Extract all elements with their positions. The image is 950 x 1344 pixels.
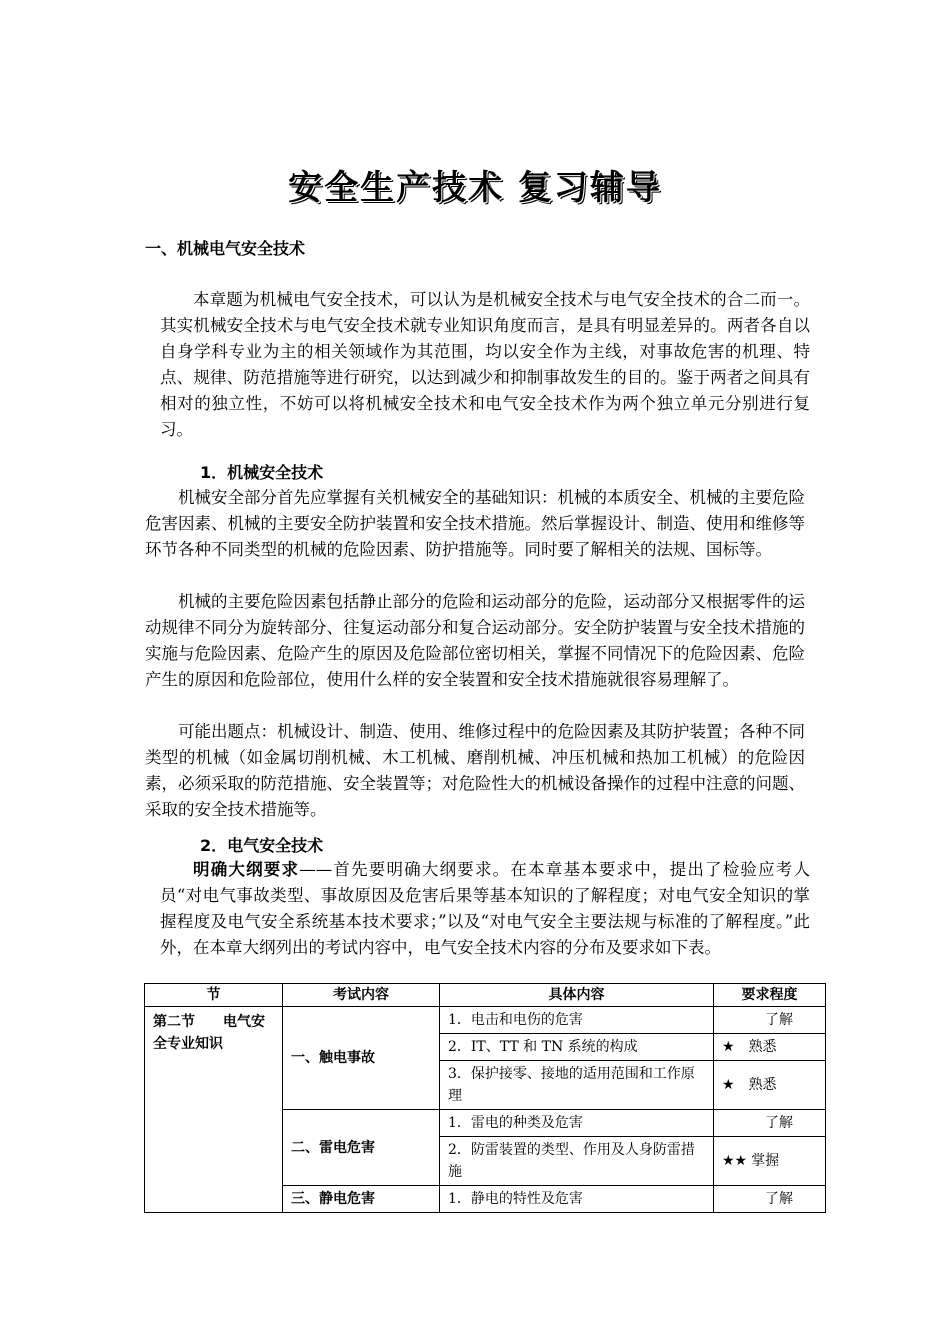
detail-cell: 2．IT、TT 和 TN 系统的构成 xyxy=(440,1034,714,1061)
level-cell xyxy=(714,1034,826,1061)
mech-paragraph-3: 可能出题点：机械设计、制造、使用、维修过程中的危险因素及其防护装置；各种不同类型的机械（如金属切削机械、木工机械、磨削机械、冲压机械和热加工机械）的危险因素，必须采取的防范措施、安全装置等；对危险性大的机械设备操作的过程中注意的问题、采取的安全技术措施等。 xyxy=(145,722,805,819)
section-cell: 第二节 电气安全专业知识 xyxy=(145,1007,283,1213)
table-row xyxy=(145,1007,826,1034)
level-cell xyxy=(714,1007,826,1034)
detail-cell: 1．雷电的种类及危害 xyxy=(440,1110,714,1137)
detail-cell: 2．防雷装置的类型、作用及人身防雷措施 xyxy=(440,1137,714,1186)
mech-paragraph-1: 机械安全部分首先应掌握有关机械安全的基础知识：机械的本质安全、机械的主要危险危害因素、机械的主要安全防护装置和安全技术措施。然后掌握设计、制造、使用和维修等环节各种不同类型的机械的危险因素、防护措施等。同时要了解相关的法规、国标等。 xyxy=(145,488,805,559)
topic-cell: 三、静电危害 xyxy=(283,1186,440,1213)
elec-paragraph-text: ——首先要明确大纲要求。在本章基本要求中，提出了检验应考人员“对电气事故类型、事故原因及危害后果等基本知识的了解程度；对电气安全知识的掌握程度及电气安全系统基本技术要求；”以及“对电气安全主要法规与标准的了解程度。”此外，在本章大纲列出的考试内容中，电气安全技术内容的分布及要求如下表。 xyxy=(160,860,811,957)
level-text: 了解 xyxy=(765,1115,793,1131)
star-icon: ★ xyxy=(722,1077,735,1093)
mech-paragraph-2: 机械的主要危险因素包括静止部分的危险和运动部分的危险，运动部分又根据零件的运动规律不同分为旋转部分、往复运动部分和复合运动部分。安全防护装置与安全技术措施的实施与危险因素、危险产生的原因及危险部位密切相关，掌握不同情况下的危险因素、危险产生的原因和危险部位，使用什么样的安全装置和安全技术措施就很容易理解了。 xyxy=(145,592,805,689)
header-detail: 具体内容 xyxy=(440,984,714,1007)
level-cell xyxy=(714,1110,826,1137)
elec-heading: 2．电气安全技术 xyxy=(200,836,324,855)
level-text: 掌握 xyxy=(751,1153,780,1169)
header-section: 节 xyxy=(145,984,283,1007)
star-icon: ★★ xyxy=(722,1153,748,1169)
detail-cell: 1．静电的特性及危害 xyxy=(440,1186,714,1213)
level-text: 了解 xyxy=(765,1191,793,1207)
section-heading: 一、机械电气安全技术 xyxy=(145,239,306,258)
intro-paragraph: 本章题为机械电气安全技术，可以认为是机械安全技术与电气安全技术的合二而一。其实机械安全技术与电气安全技术就专业知识角度而言，是具有明显差异的。两者各自以自身学科专业为主的相关领域作为其范围，均以安全作为主线，对事故危害的机理、特点、规律、防范措施等进行研究，以达到减少和抑制事故发生的目的。鉴于两者之间具有相对的独立性，不妨可以将机械安全技术和电气安全技术作为两个独立单元分别进行复习。 xyxy=(160,290,810,439)
level-cell xyxy=(714,1137,826,1186)
header-level: 要求程度 xyxy=(714,984,826,1007)
star-icon: ★ xyxy=(722,1039,735,1055)
document-title: 安全生产技术 复习辅导 xyxy=(288,168,662,208)
topic-cell: 二、雷电危害 xyxy=(283,1110,440,1186)
elec-paragraph xyxy=(160,857,810,961)
level-text: 熟悉 xyxy=(748,1039,777,1055)
level-text: 熟悉 xyxy=(748,1077,777,1093)
level-cell xyxy=(714,1186,826,1213)
topic-cell: 一、触电事故 xyxy=(283,1007,440,1110)
mech-heading: 1．机械安全技术 xyxy=(200,463,324,482)
syllabus-table xyxy=(144,983,826,1213)
level-text: 了解 xyxy=(765,1012,793,1028)
detail-cell: 1．电击和电伤的危害 xyxy=(440,1007,714,1034)
header-exam-content: 考试内容 xyxy=(283,984,440,1007)
table-header-row xyxy=(145,984,826,1007)
detail-cell: 3．保护接零、接地的适用范围和工作原理 xyxy=(440,1061,714,1110)
elec-lead: 明确大纲要求 xyxy=(193,860,300,879)
level-cell xyxy=(714,1061,826,1110)
